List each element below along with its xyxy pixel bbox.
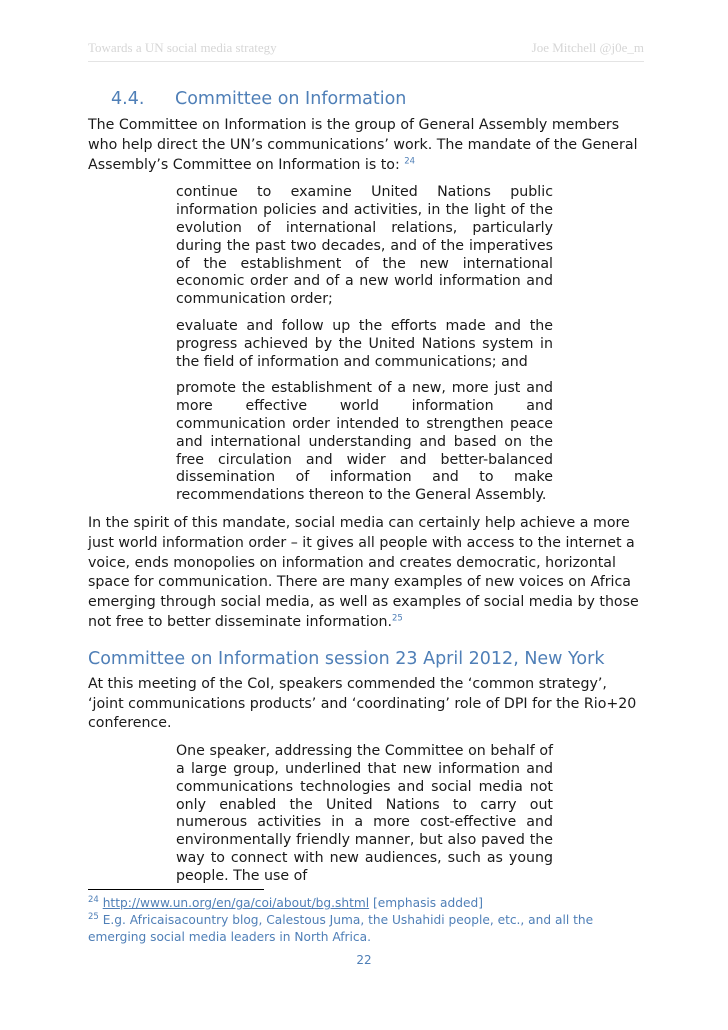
footnote-divider — [88, 889, 264, 890]
spirit-text: In the spirit of this mandate, social media can certainly help achieve a more just world information order – it gives all people with access to the internet a voice, ends monopolies on information and creates democratic, horizontal space for communication. There are many examples of new voices on Africa emerging through social media, as well as examples of social media by those not free to better disseminate information. — [88, 514, 639, 630]
footnote-ref-24[interactable]: 24 — [404, 155, 416, 166]
mandate-item-3: promote the establishment of a new, more just and more effective world information and communication order intended to strengthen peace and international understanding and based on the free circulation and wider and better-balanced dissemination of information and to make recommendations thereon to the General Assembly. — [176, 380, 553, 504]
session-quote-text: One speaker, addressing the Committee on behalf of a large group, underlined that new information and communications technologies and social media not only enabled the United Nations to carry out numerous activities in a more cost-effective and environmentally friendly manner, but also paved the way to connect with new audiences, such as young people. The use of — [176, 743, 553, 884]
spirit-paragraph — [88, 514, 644, 633]
footnote-25 — [88, 912, 644, 946]
footnote-text: E.g. Africaisacountry blog, Calestous Juma, the Ushahidi people, etc., and all the emerging social media leaders in North Africa. — [88, 913, 594, 944]
footnote-ref-25[interactable]: 25 — [392, 613, 403, 624]
header-author: Joe Mitchell @j0e_m — [531, 40, 644, 55]
intro-text: The Committee on Information is the group of General Assembly members who help direct the UN’s communications’ work. The mandate of the General Assembly’s Committee on Information is to: — [88, 117, 638, 173]
header-document-title: Towards a UN social media strategy — [88, 40, 277, 55]
intro-paragraph — [88, 116, 644, 175]
footnote-text: [emphasis added] — [369, 896, 483, 910]
section-number: 4.4. — [111, 89, 145, 109]
mandate-quote — [176, 184, 553, 505]
footnote-24 — [88, 895, 644, 912]
mandate-item-1: continue to examine United Nations public information policies and activities, in the light of the evolution of international relations, particularly during the past two decades, and of the imperatives of the establishment of the new international economic order and of a new world information and communication order; — [176, 184, 553, 308]
session-paragraph: At this meeting of the CoI, speakers commended the ‘common strategy’, ‘joint communications products’ and ‘coordinating’ role of DPI for the Rio+20 conference. — [88, 675, 637, 732]
footnote-number: 24 — [88, 894, 99, 905]
session-quote — [176, 743, 553, 885]
mandate-item-2: evaluate and follow up the efforts made and the progress achieved by the United Nations system in the field of information and communications; and — [176, 317, 553, 370]
footnotes — [88, 895, 644, 946]
page-number: 22 — [356, 953, 372, 967]
footnote-link[interactable]: http://www.un.org/en/ga/coi/about/bg.shtml — [102, 896, 370, 910]
session-heading: Committee on Information session 23 April 2012, New York — [88, 648, 605, 669]
header-divider — [88, 61, 644, 62]
section-title: Committee on Information — [175, 89, 407, 109]
section-heading — [88, 86, 644, 112]
footnote-number: 25 — [88, 911, 99, 922]
running-header — [88, 40, 644, 62]
page-body — [88, 86, 644, 894]
